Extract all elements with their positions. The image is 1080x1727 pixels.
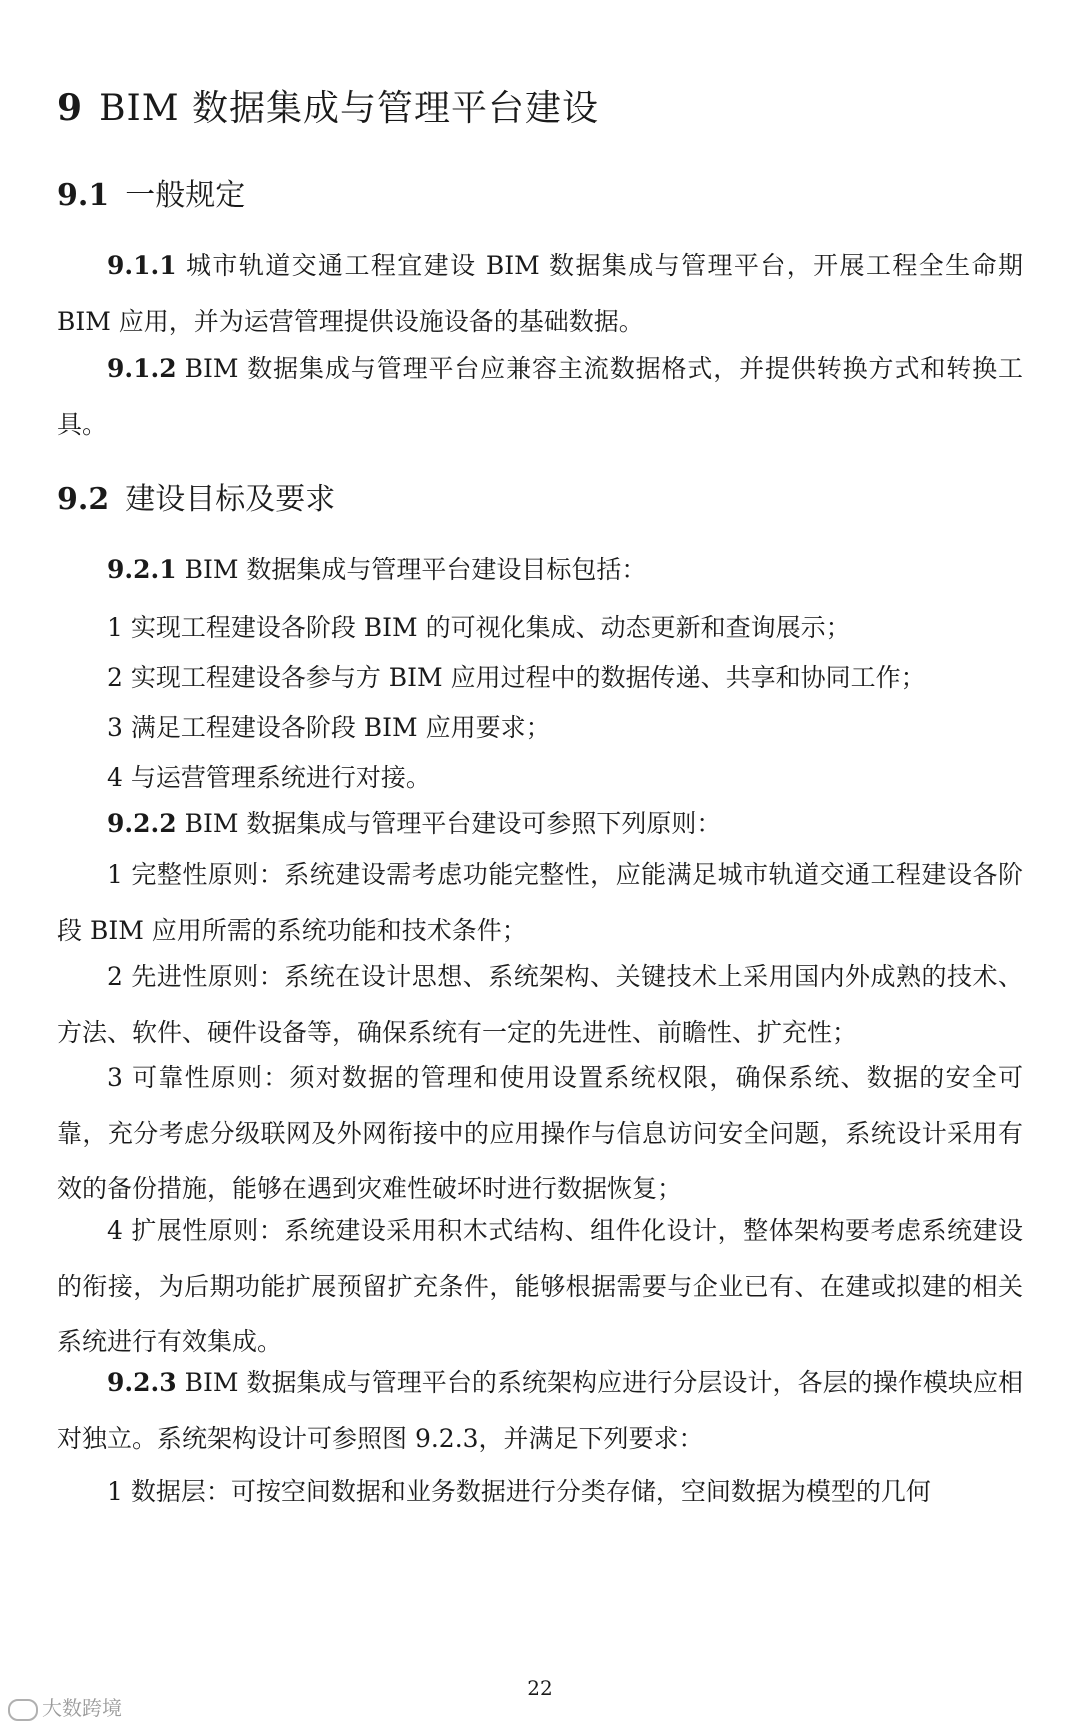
clause-text: BIM 数据集成与管理平台的系统架构应进行分层设计，各层的操作模块应相对独立。系统架构设计可参照图 9.2.3，并满足下列要求： (57, 1368, 1023, 1453)
clause-number: 9.2.2 (107, 809, 177, 838)
clause-9-2-3 (57, 1355, 1023, 1466)
principle-item: 3 可靠性原则：须对数据的管理和使用设置系统权限，确保系统、数据的安全可靠，充分考虑分级联网及外网衔接中的应用操作与信息访问安全问题，系统设计采用有效的备份措施，能够在遇到灾难性破坏时进行数据恢复； (57, 1063, 1023, 1203)
principle-item: 4 扩展性原则：系统建设采用积木式结构、组件化设计，整体架构要考虑系统建设的衔接，为后期功能扩展预留扩充条件，能够根据需要与企业已有、在建或拟建的相关系统进行有效集成。 (57, 1216, 1023, 1356)
goal-item: 3 满足工程建设各阶段 BIM 应用要求； (107, 713, 551, 742)
section-title: 建设目标及要求 (125, 482, 336, 517)
clause-9-2-1 (57, 542, 1023, 598)
chapter-heading (57, 80, 599, 131)
requirement-item: 1 数据层：可按空间数据和业务数据进行分类存储，空间数据为模型的几何 (107, 1477, 931, 1506)
chapter-title: BIM 数据集成与管理平台建设 (99, 88, 600, 129)
clause-number: 9.2.3 (107, 1368, 177, 1397)
clause-number: 9.1.2 (107, 354, 177, 383)
principle-item: 1 完整性原则：系统建设需考虑功能完整性，应能满足城市轨道交通工程建设各阶段 BIM 应用所需的系统功能和技术条件； (57, 860, 1023, 945)
clause-text: BIM 数据集成与管理平台应兼容主流数据格式，并提供转换方式和转换工具。 (57, 354, 1023, 439)
principle-item: 2 先进性原则：系统在设计思想、系统架构、关键技术上采用国内外成熟的技术、方法、软件、硬件设备等，确保系统有一定的先进性、前瞻性、扩充性； (57, 962, 1023, 1047)
page-number: 22 (527, 1676, 553, 1700)
chapter-number: 9 (57, 87, 84, 129)
goal-item: 2 实现工程建设各参与方 BIM 应用过程中的数据传递、共享和协同工作； (107, 663, 926, 692)
section-heading-9-1 (57, 170, 245, 214)
clause-9-2-2 (57, 796, 1023, 852)
goal-item: 1 实现工程建设各阶段 BIM 的可视化集成、动态更新和查询展示； (107, 613, 851, 642)
clause-number: 9.2.1 (107, 555, 177, 584)
watermark-text: 大数跨境 (42, 1696, 122, 1720)
clause-9-1-2 (57, 341, 1023, 452)
watermark-logo-icon (8, 1699, 38, 1721)
section-number: 9.1 (57, 178, 110, 213)
watermark (8, 1692, 122, 1721)
clause-9-1-1 (57, 238, 1023, 349)
clause-text: BIM 数据集成与管理平台建设目标包括： (184, 555, 647, 584)
clause-text: 城市轨道交通工程宜建设 BIM 数据集成与管理平台，开展工程全生命期 BIM 应用，并为运营管理提供设施设备的基础数据。 (57, 251, 1023, 336)
clause-number: 9.1.1 (107, 251, 177, 280)
section-heading-9-2 (57, 474, 335, 518)
section-number: 9.2 (57, 482, 110, 517)
section-title: 一般规定 (125, 178, 246, 213)
goal-item: 4 与运营管理系统进行对接。 (107, 763, 431, 792)
clause-text: BIM 数据集成与管理平台建设可参照下列原则： (184, 809, 722, 838)
